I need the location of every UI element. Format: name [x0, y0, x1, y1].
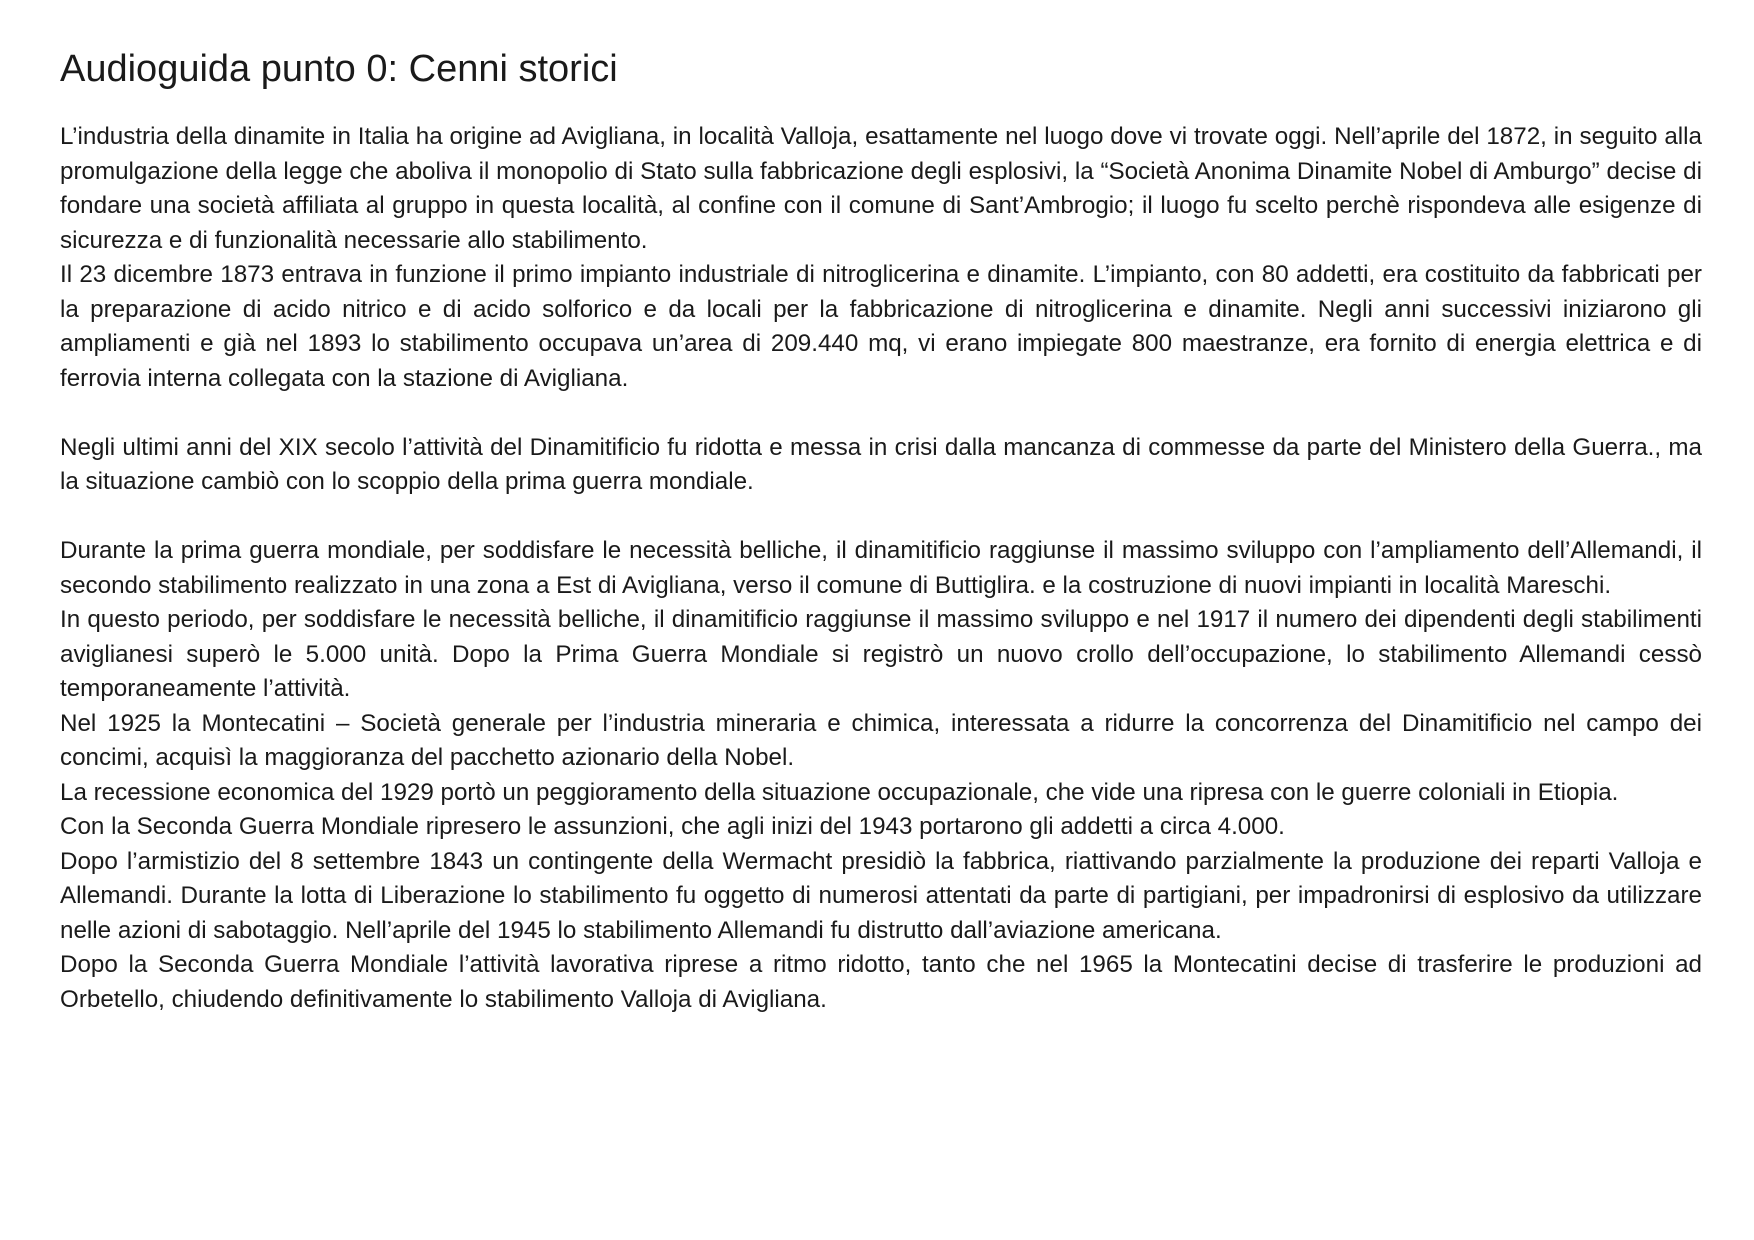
paragraph-ww1-employees: In questo periodo, per soddisfare le necessità belliche, il dinamitificio raggiunse il massimo sviluppo e nel 1917 il numero dei dipendenti degli stabilimenti aviglianesi superò le 5.000 unità. Dopo la Prima Guerra Mondiale si registrò un nuovo crollo dell’occupazione, lo stabilimento Allemandi cessò temporaneamente l’attività.: [60, 606, 1702, 702]
paragraph-armistice: Dopo l’armistizio del 8 settembre 1843 un contingente della Wermacht presidiò la fabbrica, riattivando parzialmente la produzione dei reparti Valloja e Allemandi. Durante la lotta di Liberazione lo stabilimento fu oggetto di numerosi attentati da parte di partigiani, per impadronirsi di esplosivo da utilizzare nelle azioni di sabotaggio. Nell’aprile del 1945 lo stabilimento Allemandi fu distrutto dall’aviazione americana.: [60, 847, 1702, 944]
paragraph-closure: Dopo la Seconda Guerra Mondiale l’attività lavorativa riprese a ritmo ridotto, tanto che nel 1965 la Montecatini decise di trasferire le produzioni ad Orbetello, chiudendo definitivamente lo stabilimento Valloja di Avigliana.: [60, 951, 1702, 1013]
paragraph-spacer: [60, 500, 1702, 535]
paragraph-ww2-hiring: Con la Seconda Guerra Mondiale ripresero le assunzioni, che agli inizi del 1943 portarono gli addetti a circa 4.000.: [60, 813, 1285, 840]
paragraph-recession: La recessione economica del 1929 portò un peggioramento della situazione occupazionale, che vide una ripresa con le guerre coloniali in Etiopia.: [60, 778, 1619, 806]
paragraph-origins: L’industria della dinamite in Italia ha origine ad Avigliana, in località Valloja, esattamente nel luogo dove vi trovate oggi. Nell’aprile del 1872, in seguito alla promulgazione della legge che aboliva il monopolio di Stato sulla fabbricazione degli esplosivi, la “Società Anonima Dinamite Nobel di Amburgo” decise di fondare una società affiliata al gruppo in questa località, al confine con il comune di Sant’Ambrogio; il luogo fu scelto perchè rispondeva alle esigenze di sicurezza e di funzionalità necessarie allo stabilimento.: [60, 123, 1702, 254]
paragraph-montecatini: Nel 1925 la Montecatini – Società generale per l’industria mineraria e chimica, interessata a ridurre la concorrenza del Dinamitificio nel campo dei concimi, acquisì la maggioranza del pacchetto azionario della Nobel.: [60, 709, 1702, 771]
document-title: Audioguida punto 0: Cenni storici: [60, 48, 618, 90]
document-body: [60, 120, 1702, 1017]
paragraph-xix-century: Negli ultimi anni del XIX secolo l’attività del Dinamitificio fu ridotta e messa in crisi dalla mancanza di commesse da parte del Ministero della Guerra., ma la situazione cambiò con lo scoppio della prima guerra mondiale.: [60, 433, 1702, 495]
paragraph-spacer: [60, 396, 1702, 431]
paragraph-first-plant: Il 23 dicembre 1873 entrava in funzione il primo impianto industriale di nitroglicerina e dinamite. L’impianto, con 80 addetti, era costituito da fabbricati per la preparazione di acido nitrico e di acido solforico e da locali per la fabbricazione di nitroglicerina e dinamite. Negli anni successivi iniziarono gli ampliamenti e già nel 1893 lo stabilimento occupava un’area di 209.440 mq, vi erano impiegate 800 maestranze, era fornito di energia elettrica e di ferrovia interna collegata con la stazione di Avigliana.: [60, 261, 1702, 392]
document-page: [60, 44, 1702, 1017]
paragraph-ww1-expansion: Durante la prima guerra mondiale, per soddisfare le necessità belliche, il dinamitificio raggiunse il massimo sviluppo con l’ampliamento dell’Allemandi, il secondo stabilimento realizzato in una zona a Est di Avigliana, verso il comune di Buttiglira. e la costruzione di nuovi impianti in località Mareschi.: [60, 537, 1702, 599]
